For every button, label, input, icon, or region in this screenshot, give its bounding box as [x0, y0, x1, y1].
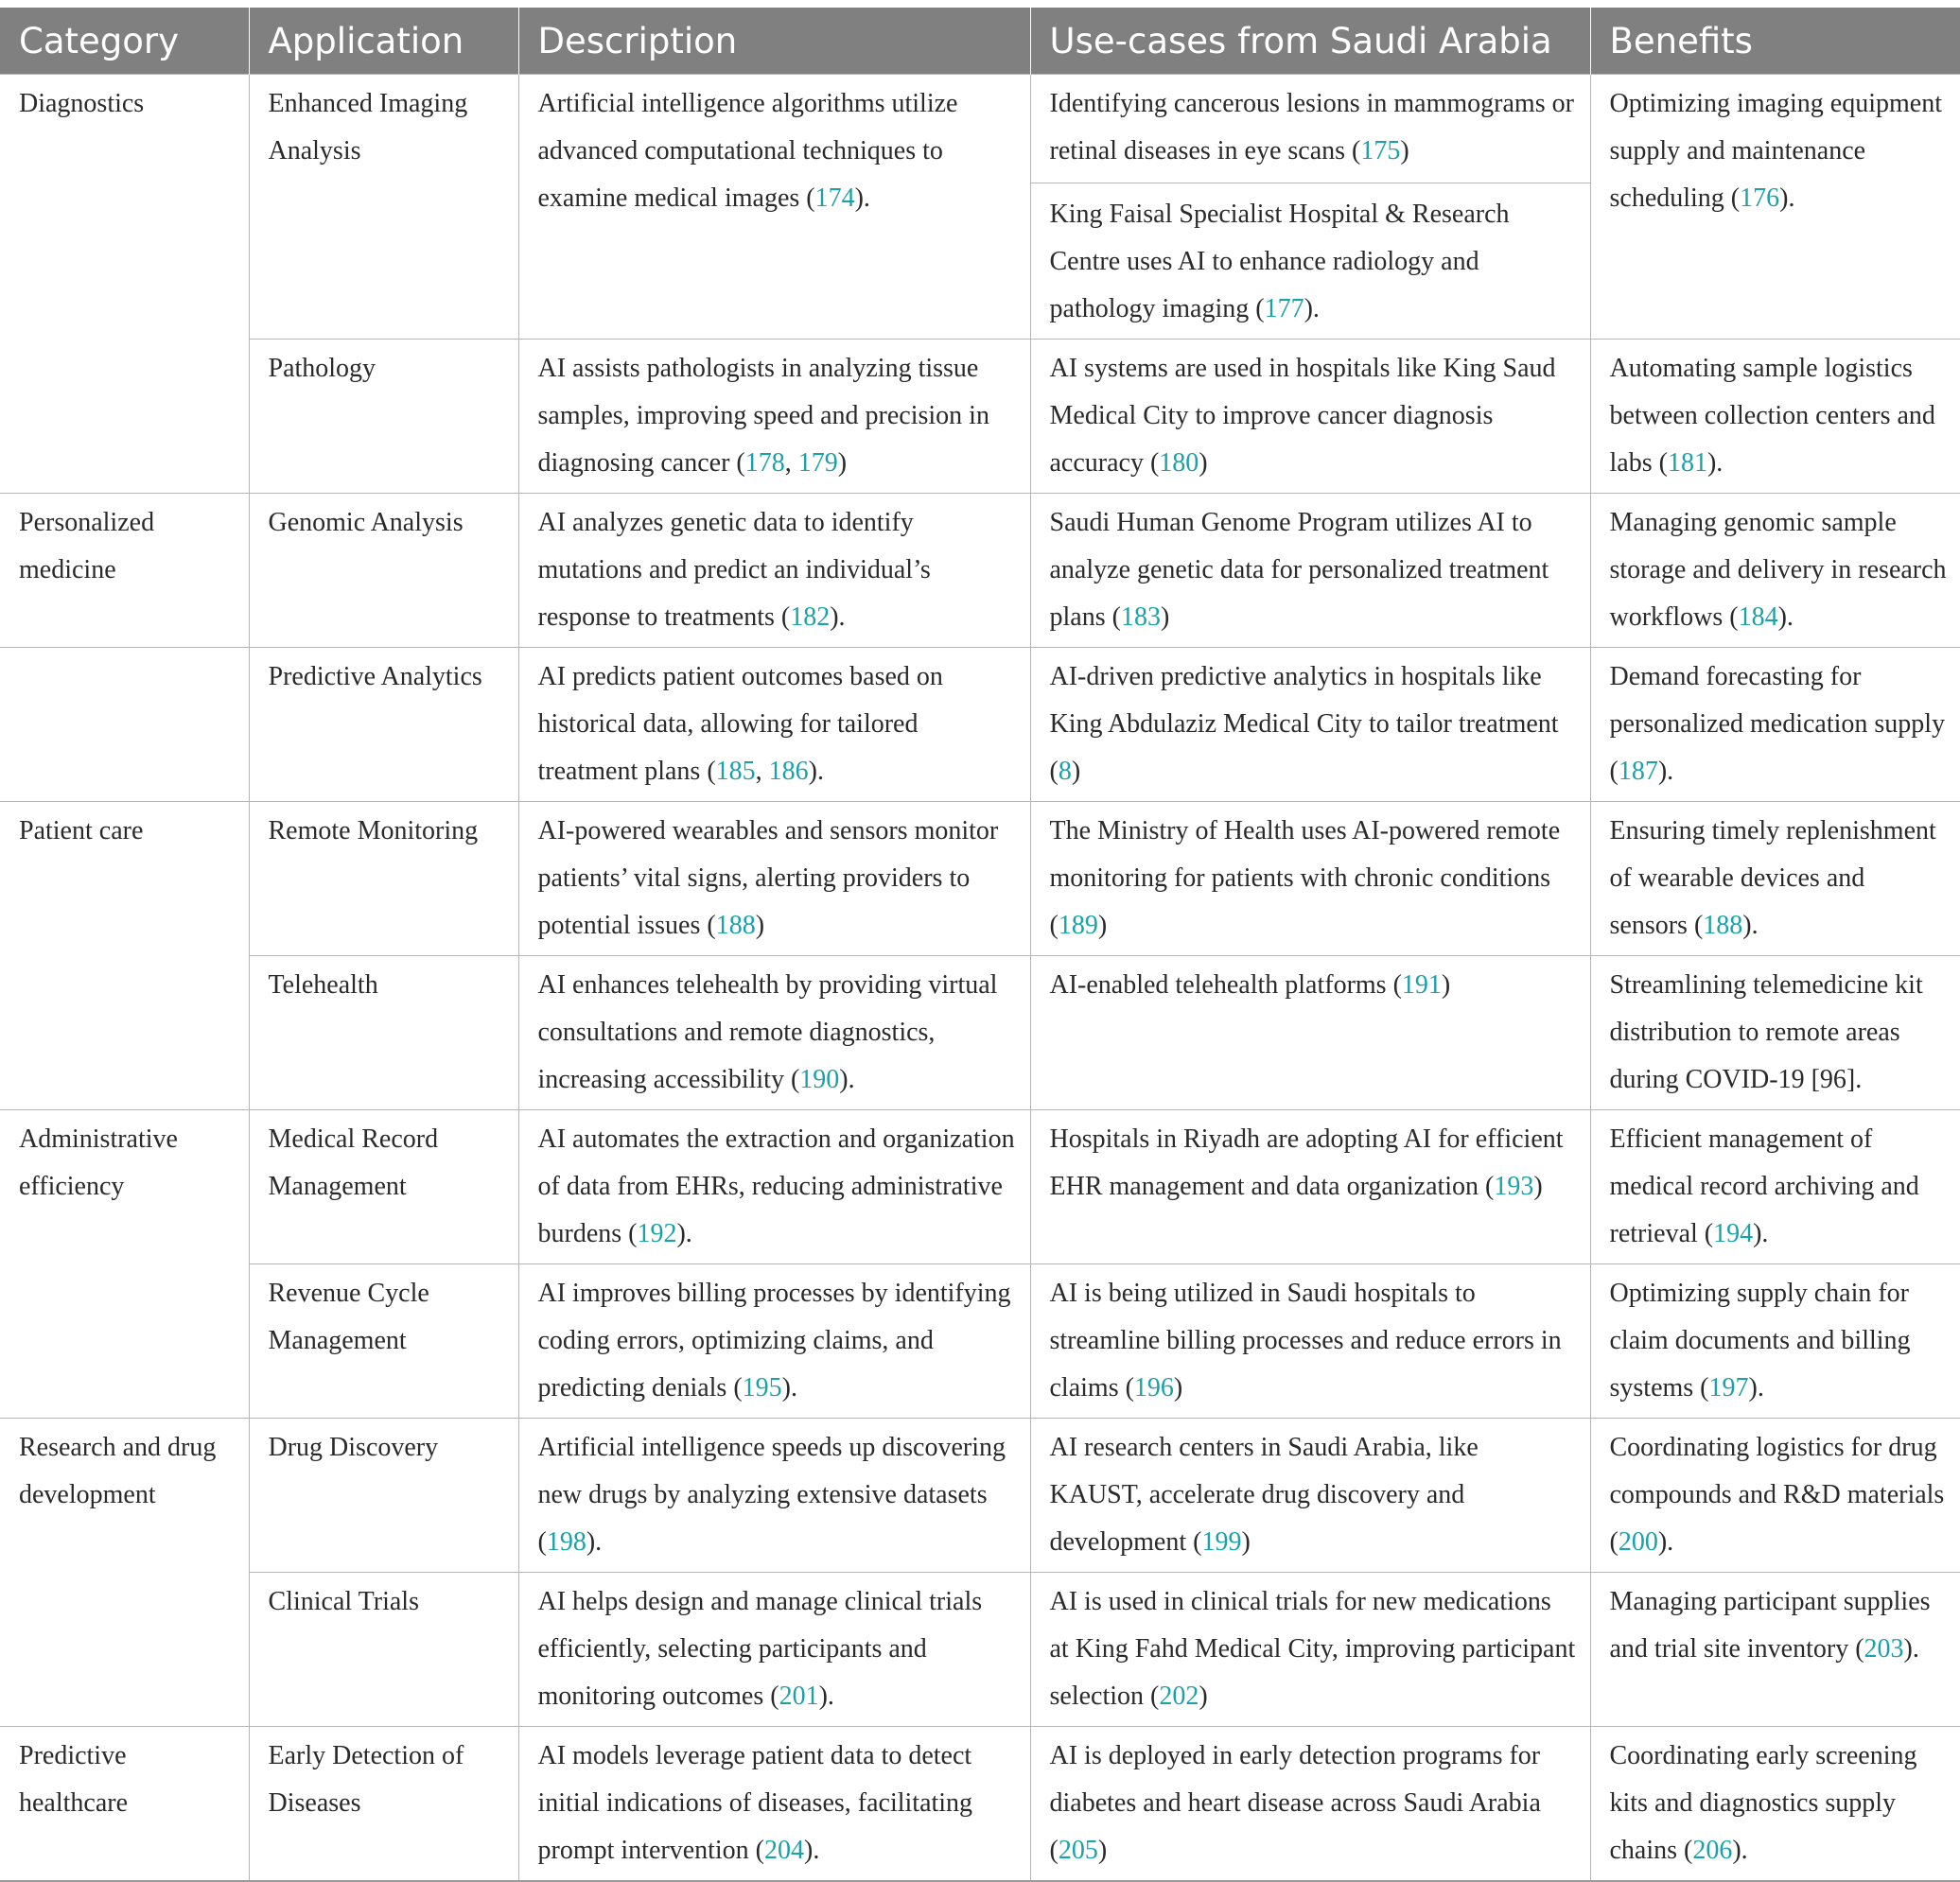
cell-benefits [1590, 648, 1960, 802]
cell-application: Pathology [249, 340, 518, 494]
citation-link[interactable]: 197 [1708, 1373, 1749, 1403]
cell-category: Personalized medicine [0, 494, 249, 648]
use-case-text: Identifying cancerous lesions in mammograms or retinal diseases in eye scans ( [1049, 89, 1574, 166]
use-case-tail: ) [1199, 448, 1208, 478]
cell-category: Diagnostics [0, 75, 249, 494]
citation-link[interactable]: 180 [1159, 448, 1199, 478]
citation-link[interactable]: 192 [637, 1219, 677, 1248]
citation-link[interactable]: 196 [1133, 1373, 1174, 1403]
cell-application: Clinical Trials [249, 1573, 518, 1727]
description-text: AI predicts patient outcomes based on historical data, allowing for tailored treatment plans ( [537, 662, 943, 786]
benefits-tail: ). [1732, 1836, 1748, 1865]
citation-link[interactable]: 203 [1864, 1634, 1904, 1664]
use-case-text: The Ministry of Health uses AI-powered remote monitoring for patients with chronic conditions ( [1049, 816, 1561, 940]
use-case-item [1031, 80, 1590, 183]
cell-application: Early Detection of Diseases [249, 1727, 518, 1882]
description-tail: ). [818, 1682, 834, 1711]
table-row [0, 956, 1960, 1110]
cell-description [518, 1727, 1030, 1882]
benefits-text: Optimizing supply chain for claim documents and billing systems ( [1609, 1279, 1911, 1403]
use-case-text: AI research centers in Saudi Arabia, like KAUST, accelerate drug discovery and development ( [1049, 1433, 1479, 1557]
cell-benefits [1590, 1573, 1960, 1727]
benefits-tail: ). [1753, 1219, 1769, 1248]
use-case-text: AI-driven predictive analytics in hospitals like King Abdulaziz Medical City to tailor treatment ( [1049, 662, 1559, 786]
citation-link[interactable]: 199 [1201, 1527, 1242, 1557]
description-tail: ). [676, 1219, 692, 1248]
benefits-text: Streamlining telemedicine kit distribution to remote areas during COVID-19 [96]. [1609, 970, 1923, 1094]
description-text: AI enhances telehealth by providing virtual consultations and remote diagnostics, increasing accessibility ( [537, 970, 998, 1094]
header-benefits: Benefits [1590, 8, 1960, 75]
use-case-tail: ) [1097, 1836, 1108, 1865]
cell-use-cases [1030, 1573, 1590, 1727]
description-tail: ). [854, 183, 870, 213]
cell-benefits [1590, 802, 1960, 956]
use-case-tail: ) [1160, 602, 1170, 632]
use-case-tail: ) [1173, 1373, 1183, 1403]
use-case-tail: ) [1097, 911, 1108, 940]
table-row [0, 1110, 1960, 1264]
citation-link[interactable]: 187 [1618, 757, 1658, 786]
table-header [0, 8, 1960, 75]
citation-link[interactable]: 204 [764, 1836, 805, 1865]
table-row [0, 494, 1960, 648]
description-tail: ) [837, 448, 848, 478]
description-tail: ). [804, 1836, 820, 1865]
citation-link[interactable]: 193 [1494, 1172, 1534, 1201]
benefits-tail: ). [1657, 1527, 1674, 1557]
use-case-text: AI is used in clinical trials for new medications at King Fahd Medical City, improving participant selection ( [1049, 1587, 1576, 1711]
table-row [0, 1573, 1960, 1727]
citation-link[interactable]: 182 [790, 602, 831, 632]
citation-link[interactable]: 200 [1618, 1527, 1658, 1557]
use-case-text: AI systems are used in hospitals like King Saud Medical City to improve cancer diagnosis accuracy ( [1049, 354, 1556, 478]
cell-application: Telehealth [249, 956, 518, 1110]
ref-separator: , [784, 448, 798, 478]
cell-application: Predictive Analytics [249, 648, 518, 802]
citation-link[interactable]: 191 [1401, 970, 1442, 1000]
citation-link[interactable]: 206 [1692, 1836, 1733, 1865]
cell-description [518, 1264, 1030, 1419]
cell-benefits [1590, 1727, 1960, 1882]
cell-category: Research and drug development [0, 1419, 249, 1727]
citation-link[interactable]: 178 [744, 448, 785, 478]
cell-description [518, 1419, 1030, 1573]
table-row [0, 340, 1960, 494]
citation-link[interactable]: 205 [1058, 1836, 1098, 1865]
citation-link[interactable]: 179 [797, 448, 838, 478]
citation-link[interactable]: 181 [1667, 448, 1707, 478]
header-application: Application [249, 8, 518, 75]
cell-benefits [1590, 1110, 1960, 1264]
use-case-text: Hospitals in Riyadh are adopting AI for efficient EHR management and data organization ( [1049, 1124, 1564, 1201]
table-row [0, 1419, 1960, 1573]
use-case-tail: ) [1533, 1172, 1543, 1201]
citation-link[interactable]: 195 [742, 1373, 782, 1403]
use-case-tail: ) [1199, 1682, 1208, 1711]
cell-use-cases [1030, 802, 1590, 956]
cell-description [518, 1110, 1030, 1264]
benefits-tail: ). [1742, 911, 1759, 940]
citation-link[interactable]: 190 [799, 1065, 840, 1094]
cell-use-cases [1030, 340, 1590, 494]
table-row [0, 1727, 1960, 1882]
cell-category: Patient care [0, 802, 249, 1110]
benefits-text: Coordinating logistics for drug compounds and R&D materials ( [1609, 1433, 1945, 1557]
citation-link[interactable]: 174 [814, 183, 855, 213]
use-case-text: King Faisal Specialist Hospital & Research Centre uses AI to enhance radiology and pathology imaging ( [1049, 200, 1510, 323]
cell-application: Revenue Cycle Management [249, 1264, 518, 1419]
use-case-tail: ). [1304, 294, 1320, 323]
description-text: AI helps design and manage clinical trials efficiently, selecting participants and monitoring outcomes ( [537, 1587, 983, 1711]
description-tail: ). [830, 602, 846, 632]
citation-link[interactable]: 188 [1703, 911, 1743, 940]
citation-link[interactable]: 188 [715, 911, 756, 940]
benefits-text: Optimizing imaging equipment supply and maintenance scheduling ( [1609, 89, 1943, 213]
cell-description [518, 1573, 1030, 1727]
cell-benefits [1590, 340, 1960, 494]
citation-link[interactable]: 202 [1159, 1682, 1199, 1711]
table-row [0, 1264, 1960, 1419]
citation-link[interactable]: 175 [1360, 136, 1401, 166]
description-text: AI automates the extraction and organization of data from EHRs, reducing administrative burdens ( [537, 1124, 1015, 1248]
description-text: AI improves billing processes by identifying coding errors, optimizing claims, and predicting denials ( [537, 1279, 1011, 1403]
table-body [0, 75, 1960, 1882]
use-case-text: Saudi Human Genome Program utilizes AI to analyze genetic data for personalized treatment plans ( [1049, 508, 1549, 632]
use-case-text: AI is deployed in early detection programs for diabetes and heart disease across Saudi Arabia ( [1049, 1741, 1541, 1865]
benefits-text: Automating sample logistics between collection centers and labs ( [1609, 354, 1935, 478]
benefits-text: Managing participant supplies and trial site inventory ( [1609, 1587, 1931, 1664]
benefits-text: Efficient management of medical record archiving and retrieval ( [1609, 1124, 1919, 1248]
description-tail: ). [808, 757, 824, 786]
benefits-text: Coordinating early screening kits and diagnostics supply chains ( [1609, 1741, 1917, 1865]
cell-application: Drug Discovery [249, 1419, 518, 1573]
header-category: Category [0, 8, 249, 75]
cell-use-cases [1030, 1419, 1590, 1573]
citation-link[interactable]: 176 [1740, 183, 1780, 213]
cell-description [518, 340, 1030, 494]
use-case-item [1031, 191, 1590, 333]
description-tail: ). [781, 1373, 797, 1403]
cell-application: Genomic Analysis [249, 494, 518, 648]
header-row [0, 8, 1960, 75]
use-case-tail: ) [1400, 136, 1409, 166]
cell-description [518, 75, 1030, 340]
cell-benefits [1590, 1264, 1960, 1419]
cell-use-cases [1030, 1264, 1590, 1419]
cell-use-cases [1030, 956, 1590, 1110]
cell-description [518, 802, 1030, 956]
table-row [0, 75, 1960, 340]
cell-category: Predictive healthcare [0, 1727, 249, 1882]
benefits-text: Demand forecasting for personalized medication supply ( [1609, 662, 1946, 786]
description-text: Artificial intelligence speeds up discovering new drugs by analyzing extensive datasets ( [537, 1433, 1006, 1557]
use-case-tail: ) [1071, 757, 1081, 786]
cell-benefits [1590, 494, 1960, 648]
citation-link[interactable]: 189 [1058, 911, 1098, 940]
description-text: AI analyzes genetic data to identify mutations and predict an individual’s response to treatments ( [537, 508, 931, 632]
benefits-tail: ). [1779, 183, 1795, 213]
citation-link[interactable]: 185 [715, 757, 756, 786]
citation-link[interactable]: 194 [1713, 1219, 1754, 1248]
cell-use-cases [1030, 1727, 1590, 1882]
benefits-text: Managing genomic sample storage and delivery in research workflows ( [1609, 508, 1947, 632]
benefits-tail: ). [1706, 448, 1724, 478]
cell-benefits [1590, 75, 1960, 340]
cell-use-cases [1030, 75, 1590, 340]
cell-description [518, 648, 1030, 802]
table-container [0, 8, 1960, 1882]
description-tail: ) [755, 911, 765, 940]
header-use-cases: Use-cases from Saudi Arabia [1030, 8, 1590, 75]
cell-application: Remote Monitoring [249, 802, 518, 956]
cell-benefits [1590, 956, 1960, 1110]
ai-applications-table [0, 8, 1960, 1882]
cell-use-cases [1030, 1110, 1590, 1264]
use-case-tail: ) [1241, 1527, 1251, 1557]
table-row [0, 648, 1960, 802]
citation-link[interactable]: 183 [1120, 602, 1161, 632]
citation-link[interactable]: 177 [1264, 294, 1304, 323]
description-text: Artificial intelligence algorithms utilize advanced computational techniques to examine medical images ( [537, 89, 958, 213]
use-case-text: AI-enabled telehealth platforms ( [1049, 970, 1402, 1000]
citation-link[interactable]: 8 [1058, 757, 1072, 786]
cell-application: Enhanced Imaging Analysis [249, 75, 518, 340]
benefits-text: Ensuring timely replenishment of wearable devices and sensors ( [1609, 816, 1936, 940]
description-tail: ). [586, 1527, 603, 1557]
cell-description [518, 494, 1030, 648]
cell-category [0, 648, 249, 802]
citation-link[interactable]: 186 [768, 757, 809, 786]
cell-application: Medical Record Management [249, 1110, 518, 1264]
cell-use-cases [1030, 648, 1590, 802]
cell-description [518, 956, 1030, 1110]
description-text: AI-powered wearables and sensors monitor patients’ vital signs, alerting providers to potential issues ( [537, 816, 999, 940]
benefits-tail: ). [1777, 602, 1794, 632]
table-row [0, 802, 1960, 956]
benefits-tail: ). [1657, 757, 1674, 786]
description-text: AI assists pathologists in analyzing tissue samples, improving speed and precision in diagnosing cancer ( [537, 354, 989, 478]
citation-link[interactable]: 198 [546, 1527, 586, 1557]
use-case-text: AI is being utilized in Saudi hospitals to streamline billing processes and reduce errors in claims ( [1049, 1279, 1562, 1403]
description-text: AI models leverage patient data to detect initial indications of diseases, facilitating prompt intervention ( [537, 1741, 973, 1865]
cell-category: Administrative efficiency [0, 1110, 249, 1419]
cell-benefits [1590, 1419, 1960, 1573]
citation-link[interactable]: 201 [779, 1682, 819, 1711]
description-tail: ). [839, 1065, 855, 1094]
cell-use-cases [1030, 494, 1590, 648]
benefits-tail: ). [1903, 1634, 1919, 1664]
citation-link[interactable]: 184 [1738, 602, 1778, 632]
header-description: Description [518, 8, 1030, 75]
benefits-tail: ). [1748, 1373, 1764, 1403]
use-case-tail: ) [1441, 970, 1451, 1000]
ref-separator: , [755, 757, 769, 786]
